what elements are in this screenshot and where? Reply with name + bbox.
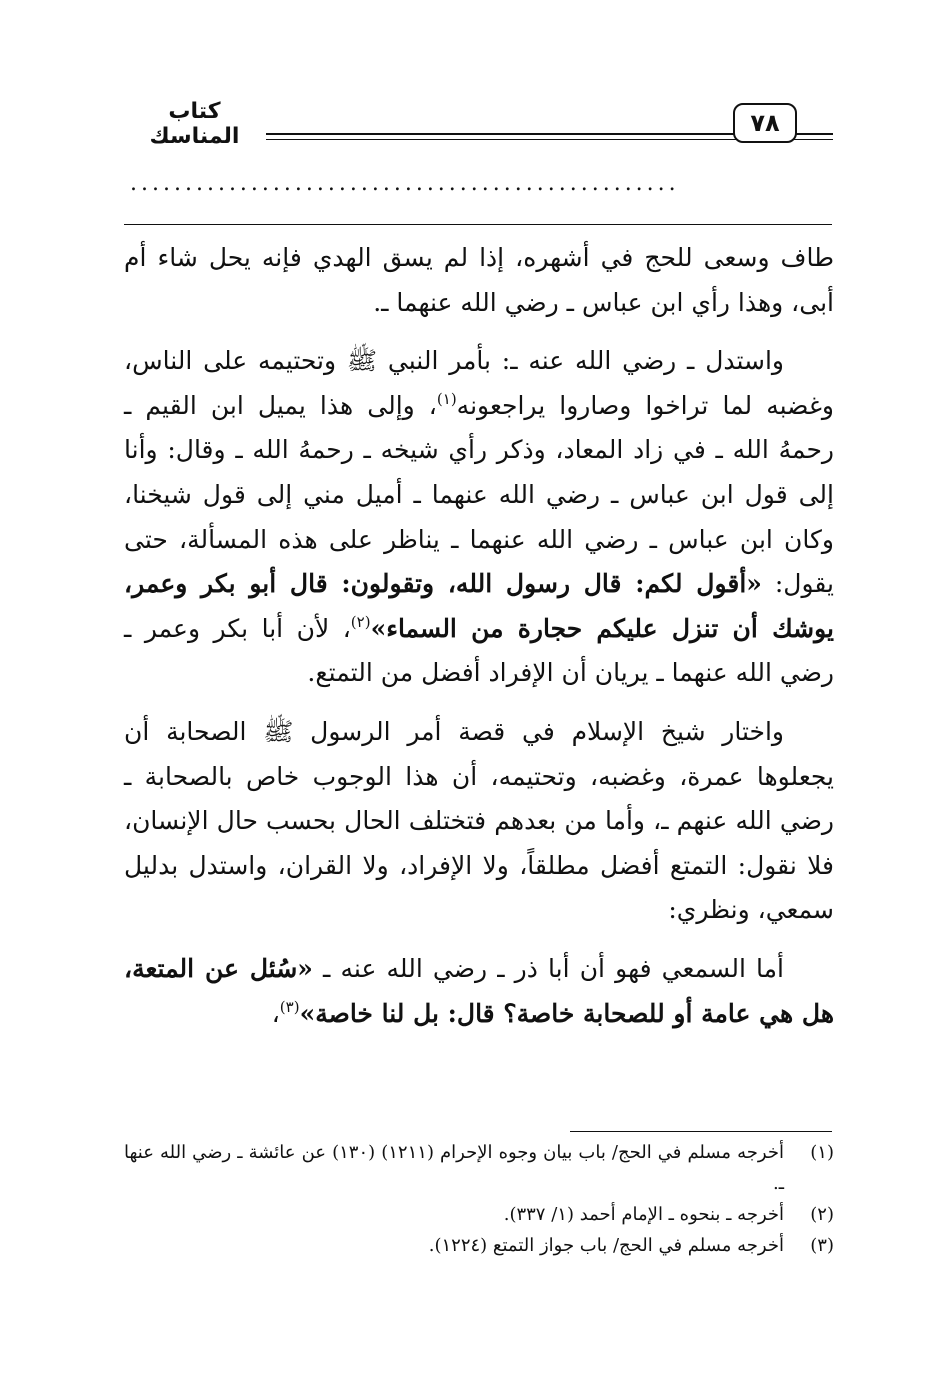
paragraph-2-text-c: ، لأن أبا بكر وعمر ـ رضي الله عنهما ـ يريان أن الإفراد أفضل من التمتع. <box>124 613 834 688</box>
paragraph-4-text-b: ، <box>271 998 280 1028</box>
footnote-number: (١) <box>810 1142 834 1163</box>
paragraph-4 <box>124 947 834 1036</box>
footnote-text: أخرجه مسلم في الحج/ باب جواز التمتع (١٢٢٤). <box>428 1235 784 1256</box>
footnote-ref-3[interactable]: (٣) <box>279 997 300 1016</box>
footnote-item <box>124 1230 834 1261</box>
page-header <box>123 95 833 147</box>
book-title: كتاب المناسك <box>123 99 266 149</box>
footnote-text: أخرجه ـ بنحوه ـ الإمام أحمد (١/ ٣٣٧). <box>503 1204 784 1225</box>
hadith-quote-1: «أقول لكم: قال رسول الله، وتقولون: قال أبو بكر وعمر، يوشك أن تنزل عليكم حجارة من السماء» <box>124 569 834 643</box>
footnotes <box>124 1137 834 1261</box>
page-number: ٧٨ <box>733 103 797 143</box>
footnote-item <box>124 1137 834 1199</box>
paragraph-2-text-b: ، وإلى هذا يميل ابن القيم ـ رحمهُ الله ـ في زاد المعاد، وذكر رأي شيخه ـ رحمهُ الله ـ وقال: وأنا إلى قول ابن عباس ـ رضي الله عنهما ـ أميل مني إلى قول شيخنا، وكان ابن عباس ـ رضي الله عنهما ـ يناظر على هذه المسألة، حتى يقول: <box>124 390 834 599</box>
paragraph-4-text-a: أما السمعي فهو أن أبا ذر ـ رضي الله عنه ـ <box>312 953 785 983</box>
paragraph-2-text-a: واستدل ـ رضي الله عنه ـ: بأمر النبي ﷺ وتحتيمه على الناس، وغضبه لما تراخوا وصاروا يراجعونه <box>124 346 835 420</box>
paragraph-2 <box>124 339 834 696</box>
paragraph-3 <box>124 710 834 933</box>
footnote-item <box>124 1199 834 1230</box>
hadith-quote-2: «سُئل عن المتعة، هل هي عامة أو للصحابة خاصة؟ قال: بل لنا خاصة» <box>124 953 834 1028</box>
footnote-number: (٢) <box>810 1204 834 1225</box>
section-rule <box>124 224 832 225</box>
footnote-ref-2[interactable]: (٢) <box>350 612 371 631</box>
footnote-rule <box>570 1131 832 1132</box>
paragraph-1 <box>124 236 834 325</box>
paragraph-3-text: واختار شيخ الإسلام في قصة أمر الرسول ﷺ الصحابة أن يجعلوها عمرة، وغضبه، وتحتيمه، أن هذا الوجوب خاص بالصحابة ـ رضي الله عنهم ـ، وأما من بعدهم فتختلف الحال بحسب حال الإنسان، فلا نقول: التمتع أفضل مطلقاً، ولا الإفراد، ولا القران، واستدل بدليل سمعي، ونظري: <box>124 716 834 925</box>
dotted-separator: .................................................. <box>130 172 680 196</box>
footnote-ref-1[interactable]: (١) <box>436 389 457 408</box>
footnote-number: (٣) <box>810 1235 834 1256</box>
footnote-text: أخرجه مسلم في الحج/ باب بيان وجوه الإحرام (١٢١١) (١٣٠) عن عائشة ـ رضي الله عنها ـ. <box>124 1142 784 1194</box>
main-text <box>124 236 834 1036</box>
paragraph-1-text: طاف وسعى للحج في أشهره، إذا لم يسق الهدي فإنه يحل شاء أم أبى، وهذا رأي ابن عباس ـ رضي الله عنهما ـ. <box>124 243 834 317</box>
